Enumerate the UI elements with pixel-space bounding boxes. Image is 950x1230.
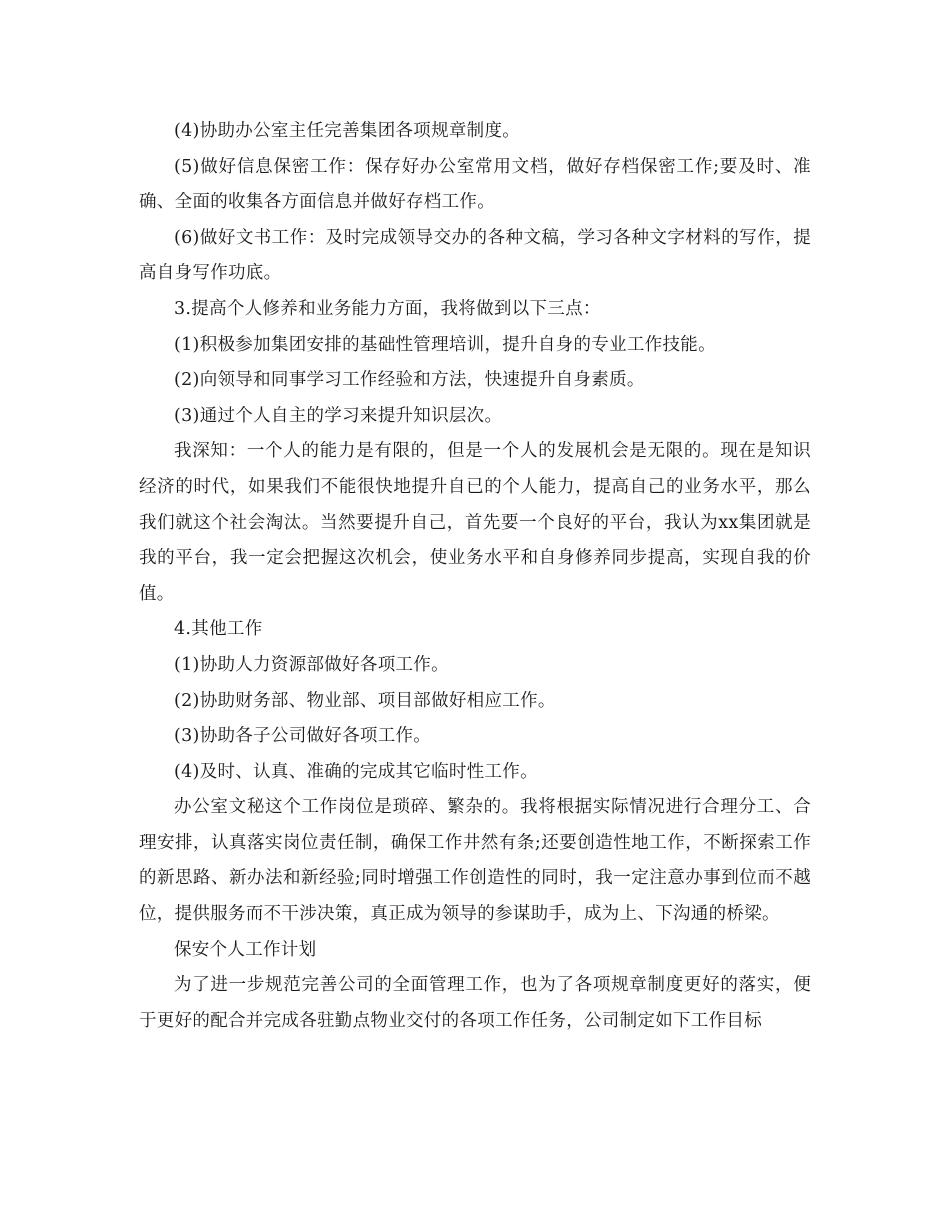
paragraph: (3)协助各子公司做好各项工作。 <box>174 726 432 747</box>
section-heading: 3.提高个人修养和业务能力方面，我将做到以下三点： <box>174 298 601 319</box>
paragraph: (5)做好信息保密工作：保存好办公室常用文档，做好存档保密工作;要及时、准确、全面的收集各方面信息并做好存档工作。 <box>139 156 811 213</box>
paragraph: (1)协助人力资源部做好各项工作。 <box>174 654 449 675</box>
paragraph: (4)及时、认真、准确的完成其它临时性工作。 <box>174 761 538 782</box>
paragraph: (3)通过个人自主的学习来提升知识层次。 <box>174 405 503 426</box>
paragraph: (6)做好文书工作：及时完成领导交办的各种文稿，学习各种文字材料的写作，提高自身写作功底。 <box>139 227 811 284</box>
paragraph: 办公室文秘这个工作岗位是琐碎、繁杂的。我将根据实际情况进行合理分工、合理安排，认真落实岗位责任制，确保工作井然有条;还要创造性地工作，不断探索工作的新思路、新办法和新经验;同时增强工作创造性的同时，我一定注意办事到位而不越位，提供服务而不干涉决策，真正成为领导的参谋助手，成为上、下沟通的桥梁。 <box>139 797 811 925</box>
paragraph: (2)协助财务部、物业部、项目部做好相应工作。 <box>174 690 556 711</box>
section-title: 保安个人工作计划 <box>174 939 317 960</box>
paragraph: 我深知：一个人的能力是有限的，但是一个人的发展机会是无限的。现在是知识经济的时代，如果我们不能很快地提升自已的个人能力，提高自己的业务水平，那么我们就这个社会淘汰。当然要提升自己，首先要一个良好的平台，我认为xx集团就是我的平台，我一定会把握这次机会，使业务水平和自身修养同步提高，实现自我的价值。 <box>139 441 811 604</box>
paragraph: (4)协助办公室主任完善集团各项规章制度。 <box>174 121 521 141</box>
paragraph: (1)积极参加集团安排的基础性管理培训，提升自身的专业工作技能。 <box>174 334 716 355</box>
paragraph: 为了进一步规范完善公司的全面管理工作，也为了各项规章制度更好的落实，便于更好的配合并完成各驻勤点物业交付的各项工作任务，公司制定如下工作目标 <box>139 975 811 1031</box>
document-body <box>139 114 811 1039</box>
section-heading: 4.其他工作 <box>174 619 263 640</box>
paragraph: (2)向领导和同事学习工作经验和方法，快速提升自身素质。 <box>174 370 645 391</box>
